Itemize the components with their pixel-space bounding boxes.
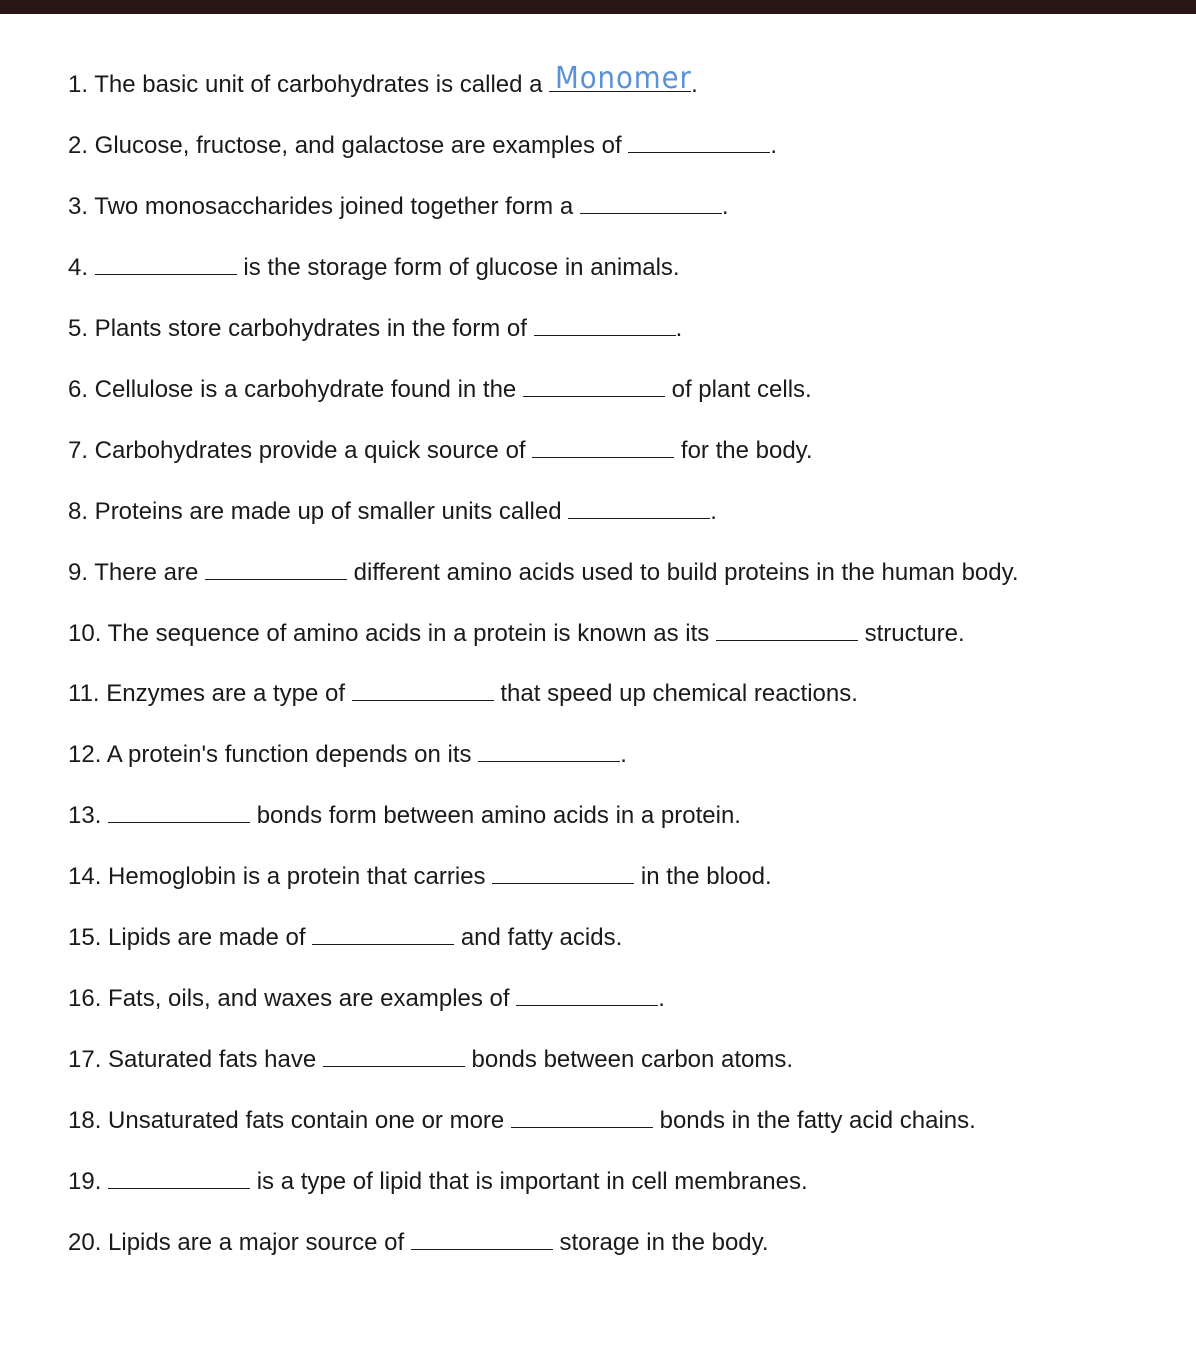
- question-20: [68, 1229, 769, 1257]
- question-10: [68, 620, 965, 648]
- question-text: .: [620, 741, 627, 768]
- question-19: [68, 1168, 808, 1196]
- question-text: bonds form between amino acids in a protein.: [250, 802, 741, 829]
- question-text: 11. Enzymes are a type of: [68, 680, 352, 707]
- answer-blank[interactable]: [108, 802, 250, 823]
- question-text: is the storage form of glucose in animals.: [236, 254, 680, 281]
- question-text: different amino acids used to build proteins in the human body.: [346, 559, 1019, 586]
- question-text: 8. Proteins are made up of smaller units called: [68, 498, 569, 525]
- answer-blank[interactable]: [568, 498, 710, 519]
- answer-blank[interactable]: [516, 985, 658, 1006]
- question-13: [68, 802, 741, 830]
- question-3: [68, 193, 729, 221]
- question-text: 4.: [68, 254, 95, 281]
- question-text: .: [691, 71, 698, 98]
- question-text: .: [675, 315, 683, 342]
- answer-blank[interactable]: [95, 254, 237, 275]
- answer-blank[interactable]: [108, 1168, 250, 1189]
- answer-blank[interactable]: [411, 1229, 553, 1250]
- answer-blank[interactable]: [549, 61, 692, 96]
- question-text: 15. Lipids are made of: [68, 924, 313, 951]
- answer-blank[interactable]: [478, 741, 620, 762]
- question-4: [68, 254, 680, 282]
- question-6: [68, 376, 812, 404]
- question-12: [68, 741, 627, 769]
- handwritten-answer: Monomer: [555, 61, 692, 96]
- answer-blank[interactable]: [323, 1046, 465, 1067]
- question-14: [68, 863, 772, 891]
- answer-blank[interactable]: [580, 193, 722, 214]
- question-text: bonds in the fatty acid chains.: [652, 1107, 976, 1134]
- answer-blank[interactable]: [511, 1107, 653, 1128]
- question-text: 19.: [68, 1168, 109, 1195]
- question-text: 13.: [68, 802, 109, 829]
- answer-blank[interactable]: [205, 559, 347, 580]
- question-text: 12. A protein's function depends on its: [68, 741, 479, 768]
- answer-blank[interactable]: [352, 680, 494, 701]
- question-text: for the body.: [674, 437, 813, 464]
- question-8: [68, 498, 717, 526]
- question-text: 7. Carbohydrates provide a quick source of: [68, 437, 533, 464]
- question-text: in the blood.: [634, 863, 772, 890]
- question-15: [68, 924, 622, 952]
- question-7: [68, 437, 813, 465]
- question-text: bonds between carbon atoms.: [464, 1046, 794, 1073]
- question-9: [68, 559, 1019, 587]
- question-text: 9. There are: [68, 559, 205, 586]
- question-text: 1. The basic unit of carbohydrates is called a: [68, 71, 550, 98]
- question-text: storage in the body.: [552, 1229, 769, 1256]
- question-text: of plant cells.: [664, 376, 812, 403]
- question-text: .: [770, 132, 777, 159]
- question-16: [68, 985, 665, 1013]
- answer-blank[interactable]: [312, 924, 454, 945]
- question-text: that speed up chemical reactions.: [493, 680, 858, 707]
- answer-blank[interactable]: [628, 132, 770, 153]
- question-text: 18. Unsaturated fats contain one or more: [68, 1107, 511, 1134]
- question-text: structure.: [857, 620, 965, 647]
- answer-blank[interactable]: [532, 437, 674, 458]
- question-11: [68, 680, 858, 708]
- question-2: [68, 132, 777, 160]
- question-text: 2. Glucose, fructose, and galactose are examples of: [68, 132, 629, 159]
- question-5: [68, 315, 682, 343]
- question-text: 14. Hemoglobin is a protein that carries: [68, 863, 493, 890]
- question-text: 6. Cellulose is a carbohydrate found in the: [68, 376, 523, 403]
- question-text: .: [721, 193, 729, 220]
- answer-blank[interactable]: [492, 863, 634, 884]
- question-text: .: [710, 498, 717, 525]
- question-text: 10. The sequence of amino acids in a protein is known as its: [68, 620, 716, 647]
- question-17: [68, 1046, 793, 1074]
- question-1: [68, 61, 698, 99]
- question-text: .: [658, 985, 665, 1012]
- question-text: 5. Plants store carbohydrates in the form of: [68, 315, 534, 342]
- question-18: [68, 1107, 976, 1135]
- question-text: 20. Lipids are a major source of: [68, 1229, 411, 1256]
- answer-blank[interactable]: [523, 376, 665, 397]
- question-text: is a type of lipid that is important in cell membranes.: [250, 1168, 808, 1195]
- question-text: 3. Two monosaccharides joined together form a: [68, 193, 580, 220]
- answer-blank[interactable]: [534, 315, 676, 336]
- question-text: 17. Saturated fats have: [68, 1046, 323, 1073]
- question-text: and fatty acids.: [454, 924, 623, 951]
- question-text: 16. Fats, oils, and waxes are examples of: [68, 985, 517, 1012]
- answer-blank[interactable]: [716, 620, 858, 641]
